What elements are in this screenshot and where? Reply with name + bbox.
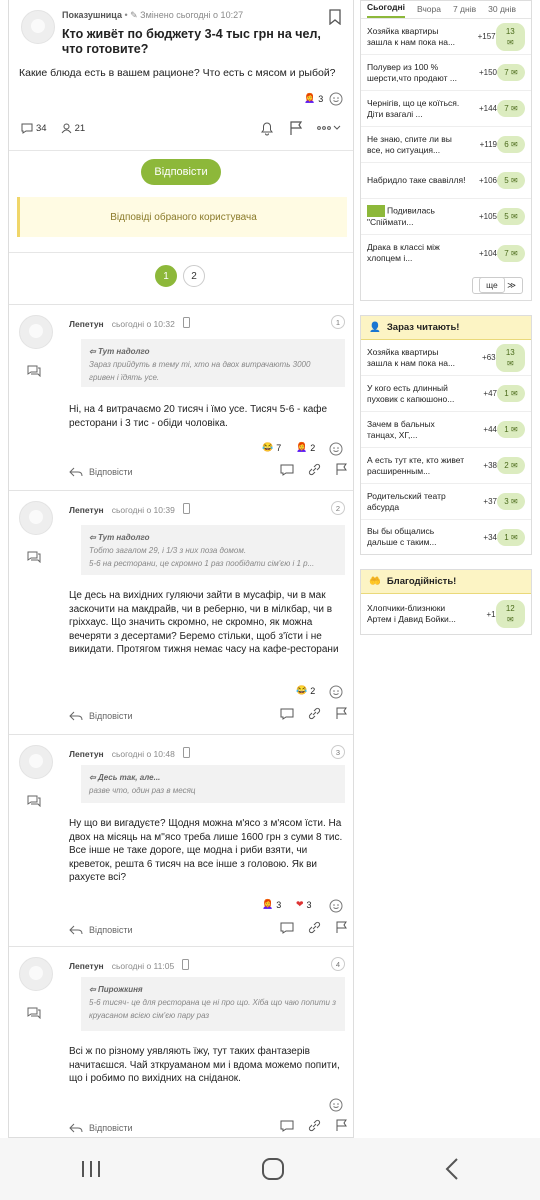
topic-item[interactable]: Полувер из 100 % шерсти,что продают ... +150 7 ✉ bbox=[361, 55, 531, 91]
post-meta: Показушница • ✎ Змінено сьогодні о 10:27 bbox=[62, 10, 244, 20]
followers-count[interactable]: 21 bbox=[61, 123, 86, 134]
comment-icon[interactable] bbox=[280, 1119, 294, 1137]
comment-reply-button[interactable]: Відповісти bbox=[69, 1123, 133, 1133]
period-tabs bbox=[361, 1, 531, 19]
system-nav-bar bbox=[0, 1138, 540, 1200]
topic-item[interactable]: Набридло таке свавілля! +106 5 ✉ bbox=[361, 163, 531, 199]
comments-count[interactable]: 34 bbox=[21, 123, 47, 134]
topic-item[interactable]: Родительский театр абсурда +37 3 ✉ bbox=[361, 484, 531, 520]
topic-item[interactable]: Хлопчики-близнюки Артем і Давид Бойки... +1 12 ✉ bbox=[361, 594, 531, 634]
topic-item[interactable]: Хозяйка квартиры зашла к нам пока на... +63 13 ✉ bbox=[361, 340, 531, 376]
comment-reaction[interactable]: 😂 7 bbox=[262, 442, 282, 453]
message-icon[interactable] bbox=[27, 365, 41, 377]
comments-pill: 7 ✉ bbox=[497, 245, 525, 262]
post-author[interactable]: Показушница bbox=[62, 10, 122, 20]
comment-avatar[interactable] bbox=[19, 315, 53, 349]
link-icon[interactable] bbox=[308, 921, 321, 939]
mobile-icon bbox=[183, 317, 190, 330]
quote-author: ⇦ Десь так, але... bbox=[89, 773, 161, 782]
comment-icon[interactable] bbox=[280, 707, 294, 725]
topic-item[interactable]: У кого есть длинный пуховик с капюшоно... +47 1 ✉ bbox=[361, 376, 531, 412]
comment-quote bbox=[81, 525, 345, 575]
comment-text: Всі ж по різному уявляють їжу, тут таких фантазерів начитаєшся. Чай зткруаманом ми і вдома можемо попити, що і робимо по вихідних на сніданок. bbox=[69, 1046, 340, 1084]
comment-quote bbox=[81, 765, 345, 803]
comment-number: 4 bbox=[331, 957, 345, 971]
reply-icon bbox=[69, 1123, 83, 1133]
reply-button[interactable]: Відповісти bbox=[141, 159, 221, 185]
comment-icon bbox=[21, 123, 33, 134]
mobile-icon bbox=[183, 747, 190, 760]
home-icon[interactable] bbox=[261, 1157, 285, 1181]
post-actions bbox=[259, 120, 341, 136]
comment bbox=[9, 734, 354, 946]
comments-pill: 12 ✉ bbox=[496, 600, 525, 628]
chosen-user-answers[interactable]: Відповіді обраного користувача bbox=[17, 197, 347, 237]
comment-author[interactable]: Лепетун bbox=[69, 504, 104, 515]
bell-icon[interactable] bbox=[259, 120, 275, 136]
quote-text: Зараз прийдуть в тему ті, хто на двох витрачають 3000 гривен і їдять усе. bbox=[89, 360, 311, 382]
comments-pill: 7 ✉ bbox=[497, 64, 525, 81]
link-icon[interactable] bbox=[308, 1119, 321, 1137]
tab-yesterday[interactable]: Вчора bbox=[416, 4, 441, 14]
sidebar bbox=[360, 0, 532, 649]
top-topics-box bbox=[360, 0, 532, 301]
quote-author: ⇦ Тут надолго bbox=[89, 533, 150, 542]
post-stats bbox=[21, 123, 85, 134]
user-icon: 👤 bbox=[369, 322, 381, 333]
post-body: Какие блюда есть в вашем рационе? Что есть с мясом и рыбой? bbox=[19, 67, 336, 79]
page-1[interactable]: 1 bbox=[155, 265, 177, 287]
comments-pill: 6 ✉ bbox=[497, 136, 525, 153]
pagination bbox=[155, 265, 205, 287]
add-reaction-icon[interactable] bbox=[329, 92, 343, 106]
bookmark-icon[interactable] bbox=[329, 9, 341, 25]
comment-author[interactable]: Лепетун bbox=[69, 960, 104, 971]
comment-icon[interactable] bbox=[280, 921, 294, 939]
post-edited: Змінено сьогодні о 10:27 bbox=[140, 10, 244, 20]
comment-text: Ну що ви вигадуєте? Щодня можна м'ясо з м'ясом їсти. На двох на місяць на м''ясо треба лише 1600 грн з суми 8 тис. Все інше не таке дороге, ще модна і риби взяти, чи креветок, решта 6 тисяч на все інше з головою. Як ви рахуєте всі? bbox=[69, 818, 343, 883]
comment-reaction[interactable]: 👩‍🦰 3 bbox=[262, 899, 282, 910]
post-title: Кто живёт по бюджету 3-4 тыс грн на чел, что готовите? bbox=[62, 27, 321, 56]
quote-text: 5-6 тисяч- це для ресторана це ні про що. Хіба що чаю попити з круасаном всією сім'єю пару раз bbox=[89, 998, 336, 1020]
comment-time: сьогодні о 11:05 bbox=[111, 960, 175, 971]
flag-icon[interactable] bbox=[335, 921, 347, 939]
quote-author: ⇦ Пирожкиня bbox=[89, 985, 143, 994]
topic-item[interactable]: Драка в классі між хлопцем і... +104 7 ✉ bbox=[361, 235, 531, 271]
comment bbox=[9, 304, 354, 490]
comment-text: Ні, на 4 витрачаємо 20 тисяч і їмо усе. Тисяч 5-6 - кафе ресторани і 3 тис - обіди чоловіка. bbox=[69, 404, 328, 429]
comment-time: сьогодні о 10:39 bbox=[111, 504, 175, 515]
post-reaction-count: 3 bbox=[318, 93, 324, 104]
flag-icon[interactable] bbox=[289, 121, 303, 136]
flag-icon[interactable] bbox=[335, 463, 347, 481]
reading-now-box bbox=[360, 315, 532, 555]
emoji-laugh-icon: 😂 bbox=[296, 685, 308, 695]
reply-icon bbox=[69, 925, 83, 935]
comment-quote bbox=[81, 339, 345, 387]
comment-footer bbox=[69, 463, 347, 481]
mobile-icon bbox=[183, 503, 190, 516]
hands-heart-icon: 🤲 bbox=[369, 576, 381, 587]
divider bbox=[9, 150, 353, 151]
comment-footer bbox=[69, 707, 347, 725]
recent-apps-icon[interactable] bbox=[80, 1159, 102, 1179]
comment-footer bbox=[69, 921, 347, 939]
comment-avatar[interactable] bbox=[19, 957, 53, 991]
comment-time: сьогодні о 10:48 bbox=[111, 748, 175, 759]
mobile-icon bbox=[182, 959, 189, 972]
add-reaction-icon[interactable] bbox=[329, 899, 343, 913]
comments-pill: 5 ✉ bbox=[497, 208, 525, 225]
page-2[interactable]: 2 bbox=[183, 265, 205, 287]
flag-icon[interactable] bbox=[335, 707, 347, 725]
back-icon[interactable] bbox=[444, 1157, 460, 1181]
topic-item[interactable]: Вы бы общались дальше с таким... +34 1 ✉ bbox=[361, 520, 531, 554]
emoji-woman-icon: 👩‍🦰 bbox=[262, 899, 274, 909]
comment-author[interactable]: Лепетун bbox=[69, 748, 104, 759]
add-reaction-icon[interactable] bbox=[329, 685, 343, 699]
more-button[interactable]: ще ≫ bbox=[472, 277, 523, 294]
comment-number: 2 bbox=[331, 501, 345, 515]
tab-7-days[interactable]: 7 днів bbox=[452, 4, 477, 14]
reply-icon bbox=[69, 467, 83, 477]
comment-reaction[interactable]: 👩‍🦰 2 bbox=[296, 442, 316, 453]
main-column bbox=[8, 0, 354, 1138]
more-icon[interactable] bbox=[317, 123, 341, 133]
topic-item[interactable]: Чернігів, що це коїться. Діти взагалі ... +144 7 ✉ bbox=[361, 91, 531, 127]
comment bbox=[9, 490, 354, 734]
comment-number: 1 bbox=[331, 315, 345, 329]
author-avatar[interactable] bbox=[21, 10, 55, 44]
comment-icon[interactable] bbox=[280, 463, 294, 481]
topic-item[interactable]: Зачем в бальных танцах, ХГ,... +44 1 ✉ bbox=[361, 412, 531, 448]
comments-pill: 1 ✉ bbox=[497, 385, 525, 402]
add-reaction-icon[interactable] bbox=[329, 1098, 343, 1112]
emoji-woman-icon: 👩‍🦰 bbox=[296, 442, 308, 452]
quote-text: разве что, один раз в месяц bbox=[89, 786, 196, 795]
comment-meta bbox=[69, 747, 190, 760]
comment-author[interactable]: Лепетун bbox=[69, 318, 104, 329]
comments-pill: 13 ✉ bbox=[496, 23, 525, 51]
comment-avatar[interactable] bbox=[19, 501, 53, 535]
comments-pill: 7 ✉ bbox=[497, 100, 525, 117]
link-icon[interactable] bbox=[308, 707, 321, 725]
message-icon[interactable] bbox=[27, 795, 41, 807]
comment-reaction[interactable]: 😂 2 bbox=[296, 685, 316, 696]
flag-icon[interactable] bbox=[335, 1119, 347, 1137]
topic-item[interactable]: Хозяйка квартиры зашла к нам пока на... +157 13 ✉ bbox=[361, 19, 531, 55]
quote-text: 5-6 на ресторани, це скромно 1 раз пообідати сім'єю і 1 р... bbox=[89, 559, 315, 568]
message-icon[interactable] bbox=[27, 551, 41, 563]
emoji-laugh-icon: 😂 bbox=[262, 442, 274, 452]
topic-item[interactable]: Не знаю, спите ли вы все, но ситуация... +119 6 ✉ bbox=[361, 127, 531, 163]
comment bbox=[9, 946, 354, 1138]
comment-text: Це десь на вихідних гуляючи зайти в мусафір, чи в мак заскочити на макдрайв, чи в реберню, чи в мілкбар, чи в гріххаус. Що значить скромно, не скромно, як можна вечеряти з десертами? Беремо стільки, щоб з'їсти і не викидати. Протягом тижня немає часу на кафе-ресторани bbox=[69, 590, 339, 655]
tab-today[interactable]: Сьогодні bbox=[367, 2, 405, 18]
image-icon bbox=[367, 205, 385, 217]
divider bbox=[9, 252, 353, 253]
comment-reply-button[interactable]: Відповісти bbox=[69, 925, 133, 935]
reply-icon bbox=[69, 711, 83, 721]
comment-number: 3 bbox=[331, 745, 345, 759]
reading-now-header: 👤 Зараз читають! bbox=[361, 316, 531, 340]
comments-pill: 1 ✉ bbox=[497, 529, 525, 546]
topic-item[interactable]: А есть тут кте, кто живет расширенным... +38 2 ✉ bbox=[361, 448, 531, 484]
post-reaction[interactable] bbox=[304, 93, 323, 104]
comment-avatar[interactable] bbox=[19, 745, 53, 779]
tab-30-days[interactable]: 30 днів bbox=[488, 4, 516, 14]
quote-author: ⇦ Тут надолго bbox=[89, 347, 150, 356]
message-icon[interactable] bbox=[27, 1007, 41, 1019]
comment-time: сьогодні о 10:32 bbox=[111, 318, 175, 329]
comment-reply-button[interactable]: Відповісти bbox=[69, 467, 133, 477]
comments-pill: 5 ✉ bbox=[497, 172, 525, 189]
charity-box bbox=[360, 569, 532, 635]
more-row bbox=[361, 271, 531, 300]
quote-text: Тобто загалом 29, і 1/3 з них поза домом. bbox=[89, 546, 247, 555]
user-icon bbox=[61, 123, 72, 134]
comment-footer bbox=[69, 1119, 347, 1137]
add-reaction-icon[interactable] bbox=[329, 442, 343, 456]
link-icon[interactable] bbox=[308, 463, 321, 481]
comments-pill: 2 ✉ bbox=[497, 457, 525, 474]
comments-pill: 13 ✉ bbox=[496, 344, 525, 372]
comment-meta bbox=[69, 317, 190, 330]
comment-meta bbox=[69, 959, 189, 972]
charity-header: 🤲 Благодійність! bbox=[361, 570, 531, 594]
comments-pill: 1 ✉ bbox=[497, 421, 525, 438]
post-header bbox=[9, 0, 353, 60]
comments-pill: 3 ✉ bbox=[497, 493, 525, 510]
comment-meta bbox=[69, 503, 190, 516]
topic-item[interactable]: Подивилась "Спіймати... +105 5 ✉ bbox=[361, 199, 531, 235]
emoji-woman-icon: 👩‍🦰 bbox=[304, 93, 316, 103]
comment-quote bbox=[81, 977, 345, 1031]
heart-icon: ❤ bbox=[296, 899, 304, 909]
comment-reply-button[interactable]: Відповісти bbox=[69, 711, 133, 721]
comment-reaction[interactable]: ❤ 3 bbox=[296, 899, 312, 910]
